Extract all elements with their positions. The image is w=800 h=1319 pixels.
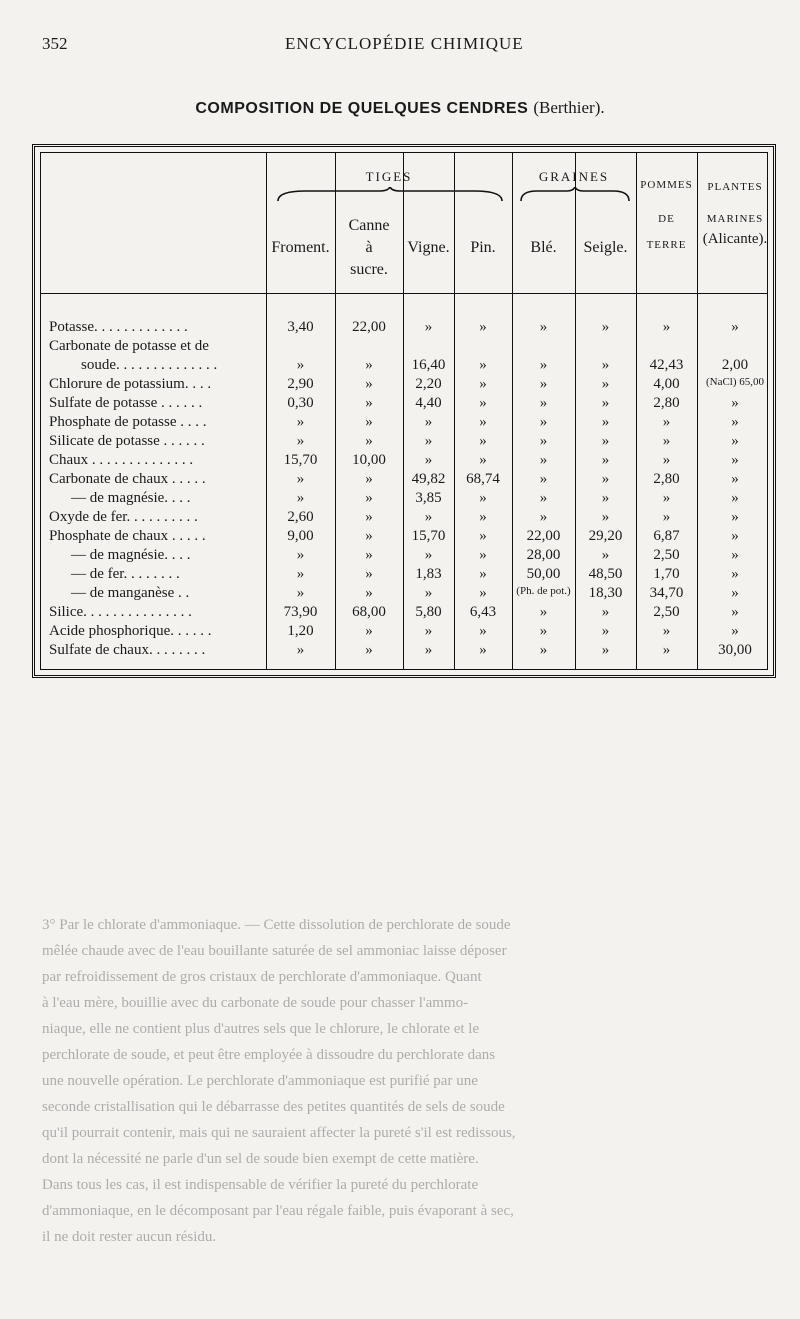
table-cell: »: [601, 395, 610, 411]
body-line: perchlorate de soude, et peut être employée à dissoudre du perchlorate dans: [42, 1047, 496, 1063]
table-cell: »: [601, 433, 610, 449]
table-cell: 29,20: [588, 528, 623, 544]
table-cell: »: [539, 376, 548, 392]
table-cell: »: [365, 623, 373, 639]
table-cell: 68,00: [352, 604, 386, 620]
table-cell: »: [539, 604, 548, 620]
table-row: [41, 395, 767, 414]
table-cell: »: [662, 509, 671, 525]
table-cell: »: [539, 471, 548, 487]
table-cell: »: [365, 585, 373, 601]
table-cell: »: [365, 395, 373, 411]
table-row: [41, 357, 767, 376]
table-row: [41, 509, 767, 528]
col-pommes-l3: TERRE: [646, 239, 687, 251]
table-cell: »: [479, 547, 487, 563]
table-cell: »: [601, 604, 610, 620]
table-cell: »: [296, 547, 305, 563]
row-label: — de magnésie. . . .: [71, 547, 191, 563]
col-seigle: Seigle.: [583, 239, 628, 256]
row-label: Carbonate de chaux . . . . .: [49, 471, 206, 487]
table-cell: »: [662, 433, 671, 449]
table-cell: »: [731, 547, 739, 563]
table-cell: »: [662, 319, 671, 335]
table-cell: »: [296, 585, 305, 601]
table-cell: »: [601, 376, 610, 392]
table-cell: 73,90: [283, 604, 318, 620]
table-cell: »: [365, 376, 373, 392]
table-cell: »: [365, 490, 373, 506]
table-cell: 18,30: [588, 585, 623, 601]
table-cell: »: [479, 528, 487, 544]
table-cell: 2,80: [653, 471, 680, 487]
table-cell: »: [424, 319, 433, 335]
table-row: [41, 490, 767, 509]
table-cell: »: [731, 414, 739, 430]
brace-tiges: [276, 187, 504, 203]
table-row: [41, 623, 767, 642]
table-row: [41, 566, 767, 585]
table-cell: 50,00: [526, 566, 561, 582]
table-cell: 6,87: [653, 528, 680, 544]
table-cell: »: [662, 642, 671, 658]
table-cell: »: [479, 490, 487, 506]
table-cell: »: [296, 433, 305, 449]
table-cell: »: [601, 623, 610, 639]
table-cell: »: [601, 452, 610, 468]
table-cell: »: [479, 452, 487, 468]
table-cell: »: [731, 528, 739, 544]
table-cell: 5,80: [415, 604, 442, 620]
table-cell: 3,40: [287, 319, 314, 335]
table-cell: 68,74: [466, 471, 500, 487]
col-ble: Blé.: [530, 239, 557, 256]
table-cell: 2,80: [653, 395, 680, 411]
body-line: une nouvelle opération. Le perchlorate d'ammoniaque est purifié par une: [42, 1073, 478, 1089]
table-cell: »: [424, 547, 433, 563]
table-cell: »: [731, 471, 739, 487]
table-cell: »: [365, 471, 373, 487]
table-cell: »: [424, 433, 433, 449]
table-cell: 2,50: [653, 547, 680, 563]
table-cell: »: [539, 357, 548, 373]
table-row: [41, 319, 767, 338]
table-cell: 10,00: [352, 452, 386, 468]
body-line: Dans tous les cas, il est indispensable de vérifier la pureté du perchlorate: [42, 1177, 479, 1193]
table-cell: »: [601, 642, 610, 658]
table-cell: »: [479, 585, 487, 601]
table-cell: »: [296, 357, 305, 373]
table-cell: »: [539, 623, 548, 639]
table-cell: »: [539, 509, 548, 525]
row-label: Carbonate de potasse et de: [49, 338, 209, 354]
col-pommes-l1: POMMES: [640, 179, 693, 191]
table-row: [41, 528, 767, 547]
table-cell: »: [479, 433, 487, 449]
table-cell: »: [601, 490, 610, 506]
table-cell: 2,20: [415, 376, 442, 392]
row-label: — de magnésie. . . .: [71, 490, 191, 506]
table-cell: »: [539, 490, 548, 506]
table-cell: »: [296, 471, 305, 487]
row-label: Phosphate de potasse . . . .: [49, 414, 207, 430]
row-label: Silice. . . . . . . . . . . . . . .: [49, 604, 192, 620]
body-line: mêlée chaude avec de l'eau bouillante saturée de sel ammoniac laisse déposer: [42, 943, 507, 959]
table-cell: »: [662, 452, 671, 468]
table-cell: »: [365, 414, 373, 430]
body-line: niaque, elle ne contient plus d'autres sels que le chlorure, le chlorate et le: [42, 1021, 480, 1037]
table-cell: 2,50: [653, 604, 680, 620]
body-line: d'ammoniaque, en le décomposant par l'eau régale faible, puis évaporant à sec,: [42, 1203, 514, 1219]
table-cell: »: [731, 623, 739, 639]
row-label: Chaux . . . . . . . . . . . . . .: [49, 452, 194, 468]
body-line: par refroidissement de gros cristaux de perchlorate d'ammoniaque. Quant: [42, 969, 482, 985]
table-row: [41, 547, 767, 566]
table-cell: »: [601, 509, 610, 525]
ash-composition-table: [32, 144, 776, 678]
table-cell: »: [601, 357, 610, 373]
table-cell: 4,00: [653, 376, 680, 392]
table-cell: »: [601, 319, 610, 335]
table-cell: 16,40: [411, 357, 446, 373]
table-cell: »: [424, 642, 433, 658]
row-label: Chlorure de potassium. . . .: [49, 376, 212, 392]
table-cell: »: [539, 414, 548, 430]
table-cell: »: [539, 319, 548, 335]
table-cell: 22,00: [352, 319, 386, 335]
table-row: [41, 471, 767, 490]
table-cell: »: [539, 395, 548, 411]
row-label: Sulfate de chaux. . . . . . . .: [49, 642, 206, 658]
table-row: [41, 642, 767, 661]
table-title-main: COMPOSITION DE QUELQUES CENDRES: [195, 100, 529, 117]
table-cell: 2,60: [287, 509, 314, 525]
table-cell: »: [731, 604, 739, 620]
row-label: Acide phosphorique. . . . . .: [49, 623, 212, 639]
table-cell: »: [662, 623, 671, 639]
table-cell: »: [424, 452, 433, 468]
table-title-author: (Berthier).: [533, 98, 605, 117]
table-cell: »: [662, 490, 671, 506]
table-row: [41, 414, 767, 433]
table-cell: 0,30: [287, 395, 314, 411]
table-cell: 3,85: [415, 490, 442, 506]
table-cell: 4,40: [415, 395, 442, 411]
body-line: qu'il pourrait contenir, mais qui ne sauraient affecter la pureté s'il est redissous,: [42, 1125, 516, 1141]
table-cell: »: [601, 471, 610, 487]
table-row: [41, 452, 767, 471]
row-label: Phosphate de chaux . . . . .: [49, 528, 206, 544]
table-cell: »: [365, 547, 373, 563]
table-cell: »: [296, 490, 305, 506]
table-cell: »: [424, 414, 433, 430]
table-cell: »: [731, 566, 739, 582]
group-heading-tiges: TIGES: [365, 169, 413, 184]
col-canne-l3: sucre.: [350, 261, 388, 278]
table-cell: »: [731, 509, 739, 525]
table-cell: »: [731, 319, 739, 335]
row-label: soude. . . . . . . . . . . . . .: [81, 357, 218, 373]
brace-graines: [519, 187, 631, 203]
table-cell: »: [365, 509, 373, 525]
table-row: [41, 585, 767, 604]
table-cell: »: [601, 414, 610, 430]
table-cell: »: [731, 452, 739, 468]
table-cell: »: [365, 357, 373, 373]
col-pin: Pin.: [470, 239, 496, 256]
table-cell: 15,70: [283, 452, 318, 468]
row-label: Sulfate de potasse . . . . . .: [49, 395, 203, 411]
table-row: [41, 604, 767, 623]
col-vigne: Vigne.: [407, 239, 450, 256]
table-cell: »: [296, 642, 305, 658]
col-canne-l2: à: [365, 239, 373, 256]
row-label: — de fer. . . . . . . .: [71, 566, 180, 582]
table-cell: 48,50: [588, 566, 623, 582]
table-cell: 1,20: [287, 623, 314, 639]
table-cell: 9,00: [287, 528, 314, 544]
table-cell: »: [479, 509, 487, 525]
table-cell: (NaCl) 65,00: [705, 376, 765, 388]
body-line: 3° Par le chlorate d'ammoniaque. — Cette dissolution de perchlorate de soude: [42, 917, 511, 933]
col-canne-l1: Canne: [348, 217, 390, 234]
table-cell: 49,82: [411, 471, 446, 487]
body-line: à l'eau mère, bouillie avec du carbonate de soude pour chasser l'ammo-: [42, 995, 469, 1011]
row-label: Oxyde de fer. . . . . . . . . .: [49, 509, 198, 525]
body-line: seconde cristallisation qui le débarrasse des petites quantités de sels de soude: [42, 1099, 505, 1115]
table-cell: (Ph. de pot.): [516, 585, 571, 597]
row-label: Silicate de potasse . . . . . .: [49, 433, 205, 449]
col-plantes-l3: (Alicante).: [702, 231, 768, 247]
col-plantes-l1: PLANTES: [707, 181, 763, 193]
table-cell: »: [479, 414, 487, 430]
table-cell: »: [539, 452, 548, 468]
col-froment: Froment.: [271, 239, 330, 256]
group-heading-graines: GRAINES: [538, 169, 610, 184]
table-row: [41, 338, 767, 357]
table-cell: »: [296, 566, 305, 582]
table-cell: »: [731, 395, 739, 411]
table-cell: 22,00: [526, 528, 561, 544]
table-cell: »: [424, 509, 433, 525]
table-cell: »: [479, 623, 487, 639]
table-cell: 1,70: [653, 566, 680, 582]
table-cell: 6,43: [469, 604, 497, 620]
table-cell: »: [731, 585, 739, 601]
table-cell: »: [424, 585, 433, 601]
body-line: dont la nécessité ne parle d'un sel de soude bien exempt de cette matière.: [42, 1151, 479, 1167]
table-cell: »: [365, 642, 373, 658]
body-line: il ne doit rester aucun résidu.: [42, 1229, 217, 1245]
table-cell: »: [662, 414, 671, 430]
table-cell: 42,43: [649, 357, 684, 373]
table-cell: »: [539, 433, 548, 449]
table-cell: »: [479, 566, 487, 582]
table-cell: »: [601, 547, 610, 563]
table-cell: »: [479, 376, 487, 392]
running-head: ENCYCLOPÉDIE CHIMIQUE: [285, 34, 524, 53]
row-label: Potasse. . . . . . . . . . . . .: [49, 319, 188, 335]
table-cell: »: [479, 357, 487, 373]
table-cell: 30,00: [718, 642, 752, 658]
table-cell: »: [479, 642, 487, 658]
table-cell: 34,70: [649, 585, 684, 601]
table-cell: 2,00: [721, 357, 749, 373]
table-cell: »: [296, 414, 305, 430]
col-pommes-l2: DE: [658, 213, 675, 225]
table-row: [41, 433, 767, 452]
table-cell: »: [539, 642, 548, 658]
table-row: [41, 376, 767, 395]
table-cell: 2,90: [287, 376, 314, 392]
table-cell: »: [479, 319, 487, 335]
table-cell: »: [731, 433, 739, 449]
row-label: — de manganèse . .: [71, 585, 190, 601]
table-cell: 15,70: [411, 528, 446, 544]
table-cell: 1,83: [415, 566, 442, 582]
col-plantes-l2: MARINES: [706, 213, 764, 225]
table-cell: »: [365, 528, 373, 544]
table-cell: 28,00: [526, 547, 561, 563]
table-cell: »: [731, 490, 739, 506]
table-cell: »: [365, 566, 373, 582]
table-cell: »: [424, 623, 433, 639]
page-number: 352: [42, 34, 68, 53]
table-cell: »: [479, 395, 487, 411]
table-cell: »: [365, 433, 373, 449]
